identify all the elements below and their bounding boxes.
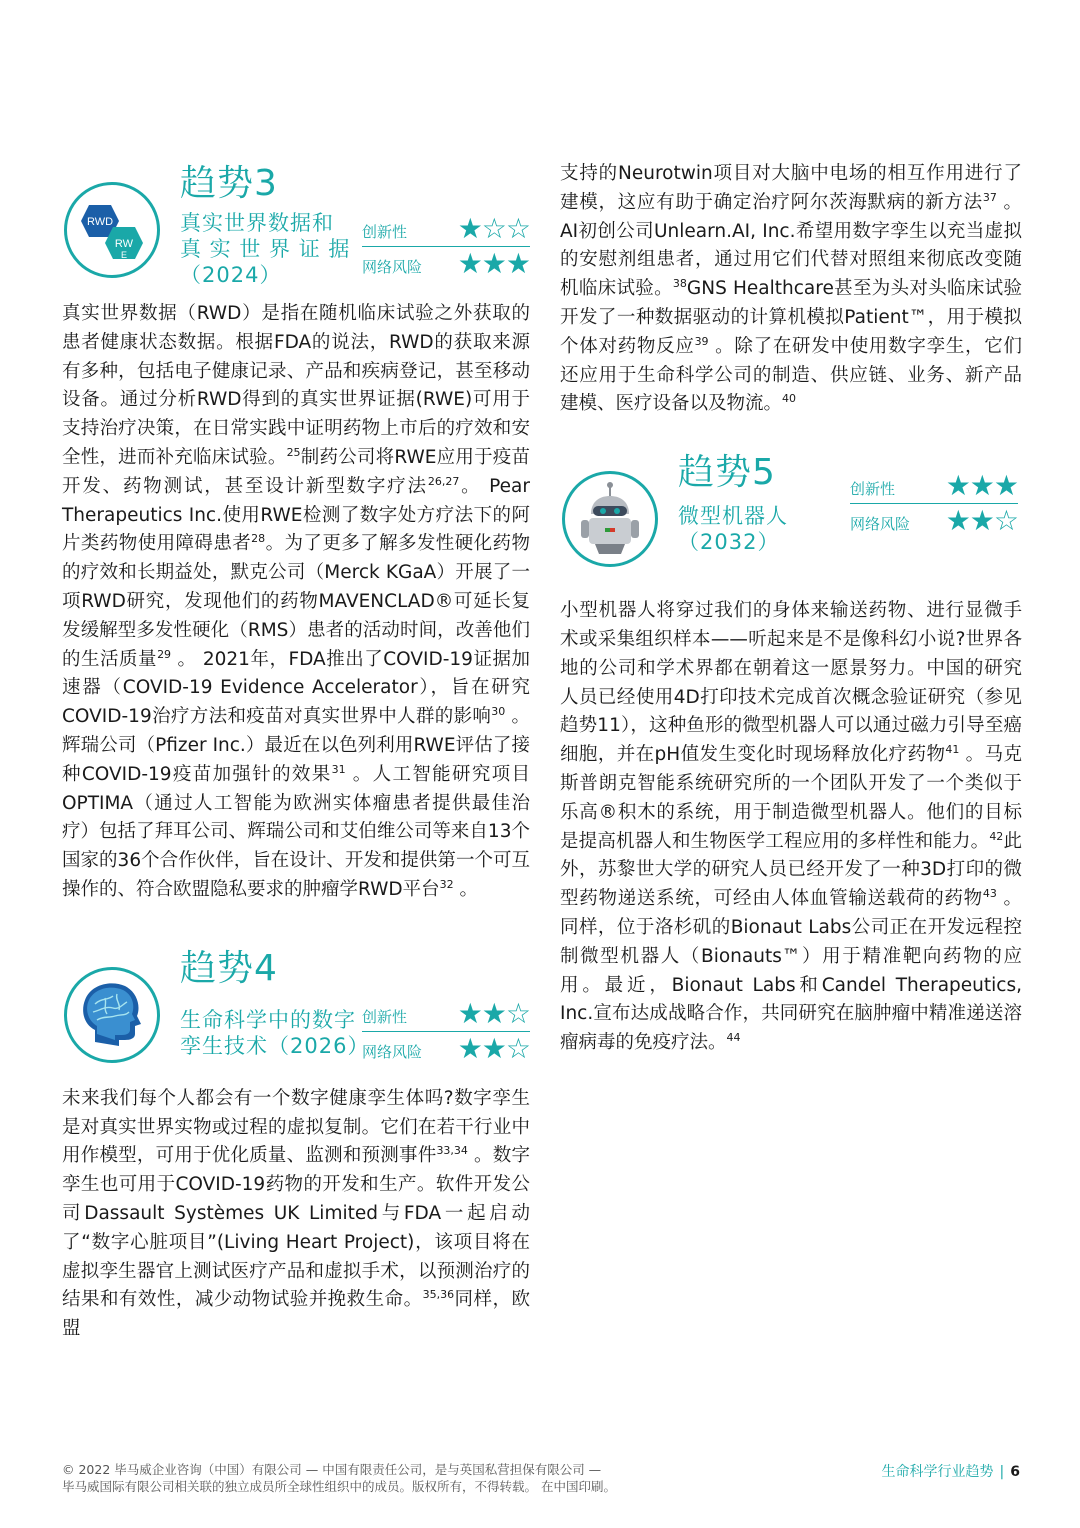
trend3-header (62, 160, 530, 300)
footer-divider: | (999, 1464, 1005, 1480)
trend4-body (62, 1085, 530, 1344)
innovation-rating (850, 469, 1018, 504)
body-text-segment: 制药公司将RWE应用于疫苗开发、药物测试，甚至设计新型数字疗法 (62, 446, 530, 497)
body-text-segment: 支持的Neurotwin项目对大脑中电场的相互作用进行了建模，这应有助于确定治疗阿尔茨海默病的新方法 (560, 163, 1022, 213)
footnote-ref: 35,36 (422, 1288, 455, 1302)
trend4-header (62, 945, 530, 1085)
right-column (560, 160, 1022, 1058)
footnote-ref: 37 (982, 190, 997, 204)
page-number: 6 (1010, 1464, 1020, 1480)
footnote-ref: 43 (982, 886, 997, 900)
trend4-subtitle (180, 1007, 369, 1059)
risk-stars: ★★☆ (945, 504, 1018, 538)
body-text-segment: 。辉瑞公司（Pfizer Inc.）最近在以色列利用RWE评估了接种COVID-19疫苗加强针的效果 (62, 706, 530, 785)
body-text-segment: 。 AI初创公司Unlearn.AI, Inc.希望用数字孪生以充当虚拟的安慰剂组患者，通过用它们代替对照组来彻底改变随机临床试验。 (560, 191, 1022, 300)
footer-line2: 毕马威国际有限公司相关联的独立成员所全球性组织中的成员。版权所有，不得转载。 在中国印刷。 (62, 1479, 616, 1494)
innovation-stars: ★☆☆ (457, 212, 530, 245)
risk-stars: ★★★ (457, 247, 530, 280)
body-text-segment: 真实世界数据（RWD）是指在随机临床试验之外获取的患者健康状态数据。根据FDA的说法，RWD的获取来源有多种，包括电子健康记录、产品和疾病登记，甚至移动设备。通过分析RWD得到的真实世界证据(RWE)可用于支持治疗决策，在日常实践中证明药物上市后的疗效和安全性，进而补充临床试验。 (62, 303, 530, 468)
body-text-segment: 未来我们每个人都会有一个数字健康孪生体吗?数字孪生是对真实世界实物或过程的虚拟复制。它们在若干行业中用作模型，可用于优化质量、监测和预测事件 (62, 1087, 530, 1167)
innovation-rating (362, 997, 530, 1032)
innovation-label: 创新性 (362, 223, 408, 241)
trend4-ratings (362, 997, 530, 1066)
trend3-title: 趋势3 (180, 163, 278, 204)
body-text-segment: 。数字孪生也可用于COVID-19药物的开发和生产。软件开发公司Dassault Systèmes UK Limited与FDA一起启动了“数字心脏项目”(Living Heart Project)，该项目将在虚拟孪生器官上测试医疗产品和虚拟手术，以预测治疗的结果和有效性，减少动物试验并挽救生命。 (62, 1145, 530, 1311)
footer-line1: © 2022 毕马威企业咨询（中国）有限公司 — 中国有限责任公司，是与英国私营担保有限公司 — (62, 1462, 602, 1477)
left-column (62, 160, 530, 1344)
footnote-ref: 31 (331, 762, 346, 776)
body-text-segment: 同样，欧盟 (62, 1289, 530, 1340)
trend3-subtitle (180, 210, 350, 288)
risk-label: 网络风险 (362, 258, 423, 276)
innovation-label: 创新性 (362, 1007, 408, 1026)
cyber-risk-rating (362, 1032, 530, 1066)
footnote-ref: 39 (694, 334, 709, 348)
footnote-ref: 28 (251, 532, 266, 546)
trend5-header (560, 449, 1022, 589)
innovation-stars: ★★★ (945, 469, 1018, 503)
footer-copyright (62, 1461, 782, 1495)
trend5-ratings (850, 469, 1018, 538)
body-text-segment: 。人工智能研究项目OPTIMA（通过人工智能为欧洲实体瘤患者提供最佳治疗）包括了拜耳公司、辉瑞公司和艾伯维公司等来自13个国家的36个合作伙伴，旨在设计、开发和提供第一个可互操作的、符合欧盟隐私要求的肿瘤学RWD平台 (62, 763, 530, 900)
trend3-body (62, 300, 530, 905)
trend5-subtitle (678, 503, 788, 555)
risk-stars: ★★☆ (457, 1031, 530, 1065)
trend5-title: 趋势5 (678, 452, 776, 494)
trend3-ratings (362, 212, 530, 281)
body-text-segment: 。为了更多了解多发性硬化药物的疗效和长期益处，默克公司（Merck KGaA）开展了一项RWD研究，发现他们的药物MAVENCLAD®可延长复发缓解型多发性硬化（RMS）患者的活动时间，改善他们的生活质量 (62, 533, 530, 670)
body-text-segment: 小型机器人将穿过我们的身体来输送药物、进行显微手术或采集组织样本——听起来是不是像科幻小说?世界各地的公司和学术界都在朝着这一愿景努力。中国的研究人员已经使用4D打印技术完成首次概念验证研究（参见趋势11），这种鱼形的微型机器人可以通过磁力引导至癌细胞，并在pH值发生变化时现场释放化疗药物 (560, 600, 1022, 766)
footnote-ref: 41 (945, 743, 960, 756)
trend4-title: 趋势4 (180, 947, 278, 989)
innovation-label: 创新性 (850, 480, 896, 499)
microrobot-icon (562, 471, 658, 567)
footnote-ref: 40 (782, 392, 797, 406)
footnote-ref: 25 (286, 445, 301, 459)
footer-page-info (882, 1461, 1020, 1481)
body-text-segment: GNS Healthcare甚至为头对头临床试验开发了一种数据驱动的计算机模拟Patient™，用于模拟个体对药物反应 (560, 278, 1022, 357)
innovation-rating (362, 212, 530, 247)
innovation-stars: ★★☆ (457, 996, 530, 1030)
footnote-ref: 32 (439, 877, 454, 891)
rwd-hexagon-icon (64, 182, 160, 278)
footnote-ref: 44 (726, 1030, 741, 1044)
trend5-subtitle-line1: 微型机器人 (678, 504, 788, 529)
trend3-subtitle-line3: （2024） (180, 263, 282, 287)
body-text-segment: 此外，苏黎世大学的研究人员已经开发了一种3D打印的微型药物递送系统，可经由人体血管输送载荷的药物 (560, 830, 1022, 910)
body-text-segment: 。马克斯普朗克智能系统研究所的一个团队开发了一个类似于乐高®积木的系统，用于制造微型机器人。他们的目标是提高机器人和生物医学工程应用的多样性和能力。 (560, 744, 1023, 852)
footnote-ref: 29 (157, 647, 172, 661)
icon-text-rwd: RWD (86, 216, 114, 228)
risk-label: 网络风险 (850, 515, 911, 534)
trend4-continued-body (560, 160, 1022, 419)
body-text-segment: 。 Pear Therapeutics Inc.使用RWE检测了数字处方疗法下的阿片类药物使用障碍患者 (62, 475, 530, 555)
icon-text-rw: RW (114, 238, 134, 250)
footnote-ref: 38 (672, 277, 687, 291)
trend4-subtitle-line2: 孪生技术（2026） (180, 1033, 370, 1058)
trend5-body (560, 597, 1022, 1058)
icon-text-e: E (120, 250, 128, 260)
footnote-ref: 42 (989, 829, 1004, 843)
body-text-segment: 。同样，位于洛杉矶的Bionaut Labs公司正在开发远程控制微型机器人（Bionauts™）用于精准靶向药物的应用。最近，Bionaut Labs和Candel Therapeutics, Inc.宣布达成战略合作，共同研究在脑肿瘤中精准递送溶瘤病毒的免疫疗法。 (560, 888, 1022, 1054)
cyber-risk-rating (362, 247, 530, 281)
footnote-ref: 30 (491, 705, 506, 718)
footer-section-title: 生命科学行业趋势 (881, 1464, 994, 1480)
cyber-risk-rating (850, 504, 1018, 538)
body-text-segment: 。 (453, 878, 479, 900)
trend5-subtitle-line2: （2032） (678, 530, 780, 555)
risk-label: 网络风险 (362, 1042, 423, 1061)
footnote-ref: 26,27 (427, 474, 460, 488)
body-text-segment: 。 2021年，FDA推出了COVID-19证据加速器（COVID-19 Evidence Accelerator），旨在研究COVID-19治疗方法和疫苗对真实世界中人群的影响 (62, 648, 530, 728)
digital-twin-head-icon (64, 967, 160, 1063)
trend3-subtitle-line1: 真实世界数据和 (180, 211, 334, 235)
body-text-segment: 。除了在研发中使用数字孪生，它们还应用于生命科学公司的制造、供应链、业务、新产品建模、医疗设备以及物流。 (560, 335, 1022, 415)
trend3-subtitle-line2: 真 实 世 界 证 据 (180, 237, 351, 261)
trend4-subtitle-line1: 生命科学中的数字 (180, 1007, 356, 1032)
footnote-ref: 33,34 (436, 1144, 468, 1158)
